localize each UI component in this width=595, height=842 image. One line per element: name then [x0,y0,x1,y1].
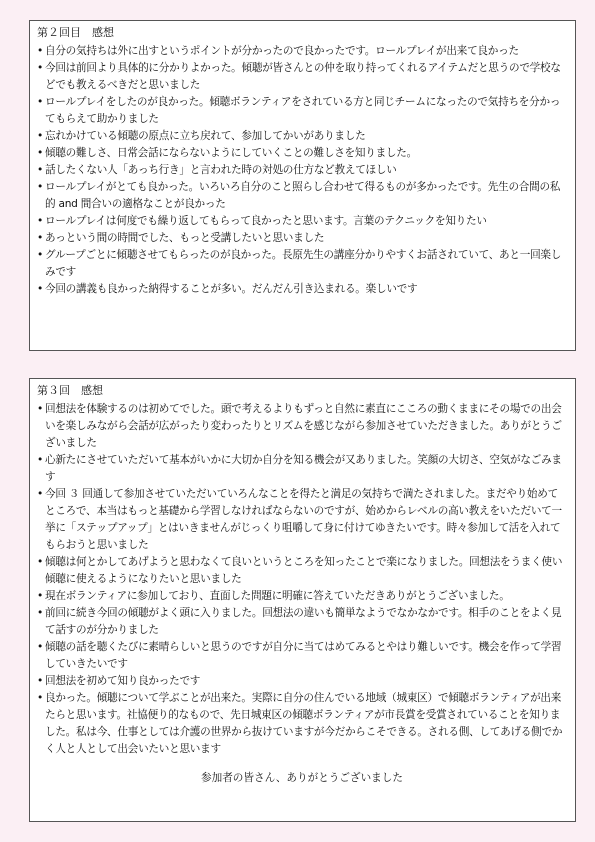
list-item: • 回想法を体験するのは初めてでした。頭で考えるよりもずっと自然に素直にこころの動くままにその場での出会いを楽しみながら会話が広がったり変わったりとリズムを感じながら参加させていただきました。ありがとうございました [37,401,567,452]
list-item: • 前回に続き今回の傾聴がよく頭に入りました。回想法の違いも簡単なようでなかなかです。相手のことをよく見て話すのが分かりました [37,605,567,639]
list-item: • あっという間の時間でした、もっと受講したいと思いました [37,230,567,247]
list-item: • ロールプレイがとても良かった。いろいろ自分のこと照らし合わせて得るものが多かったです。先生の合間の私的 and 間合いの適格なことが良かった [37,179,567,213]
list-item: • 心新たにさせていただいて基本がいかに大切か自分を知る機会が又ありました。笑顔の大切さ、空気がなごみます [37,452,567,486]
section-title: 第３回 感想 [37,384,103,397]
comment-list [37,401,567,758]
list-item: • 話したくない人「あっち行き」と言われた時の対処の仕方など教えてほしい [37,162,567,179]
list-item: • 今回は前回より具体的に分かりよかった。傾聴が皆さんとの仲を取り持ってくれるアイテムだと思うので学校などでも教えるべきだと思いました [37,60,567,94]
list-item: • 回想法を初めて知り良かったです [37,673,567,690]
list-item: • 良かった。傾聴について学ぶことが出来た。実際に自分の住んでいる地域（城東区）で傾聴ボランティアが出来たらと思います。社協便り的なもので、先日城東区の傾聴ボランティアが市長賞を受賞されていることを知りました。私は今、仕事としては介護の世界から抜けていますが今だからこそできる。される側、してあげる側でかく人と人として出会いたいと思います [37,690,567,758]
list-item: • 今回の講義も良かった納得することが多い。だんだん引き込まれる。楽しいです [37,281,567,298]
feedback-box-session-2 [29,20,576,351]
list-item: • 自分の気持ちは外に出すというポイントが分かったので良かったです。ロールプレイが出来て良かった [37,43,567,60]
feedback-box-session-3 [29,378,576,822]
section-title: 第２回目 感想 [37,26,114,39]
list-item: • 傾聴の話を聴くたびに素晴らしいと思うのですが自分に当てはめてみるとやはり難しいです。機会を作って学習していきたいです [37,639,567,673]
list-item: • 忘れかけている傾聴の原点に立ち戻れて、参加してかいがありました [37,128,567,145]
list-item: • 現在ボランティアに参加しており、直面した問題に明確に答えていただきありがとうございました。 [37,588,567,605]
list-item: • 傾聴の難しさ、日常会話にならないようにしていくことの難しさを知りました。 [37,145,567,162]
list-item: • ロールプレイは何度でも繰り返してもらって良かったと思います。言葉のテクニックを知りたい [37,213,567,230]
list-item: • ロールプレイをしたのが良かった。傾聴ボランティアをされている方と同じチームになったので気持ちを分かってもらえて助かりました [37,94,567,128]
list-item: • 傾聴は何とかしてあげようと思わなくて良いというところを知ったことで楽になりました。回想法をうまく使い傾聴に使えるようになりたいと思いました [37,554,567,588]
closing-message: 参加者の皆さん、ありがとうございました [201,772,403,784]
list-item: • グループごとに傾聴させてもらったのが良かった。長原先生の講座分かりやすくお話されていて、あと一回楽しみです [37,247,567,281]
comment-list [37,43,567,298]
list-item: • 今回 ３ 回通して参加させていただいていろんなことを得たと満足の気持ちで満たされました。まだやり始めてところで、本当はもっと基礎から学習しなければならないのですが、始めからレベルの高い教えをいただいて一挙に「ステップアップ」とはいきませんがじっくり咀嚼して身に付けてゆきたいです。時々参加して活を入れてもらおうと思いました [37,486,567,554]
